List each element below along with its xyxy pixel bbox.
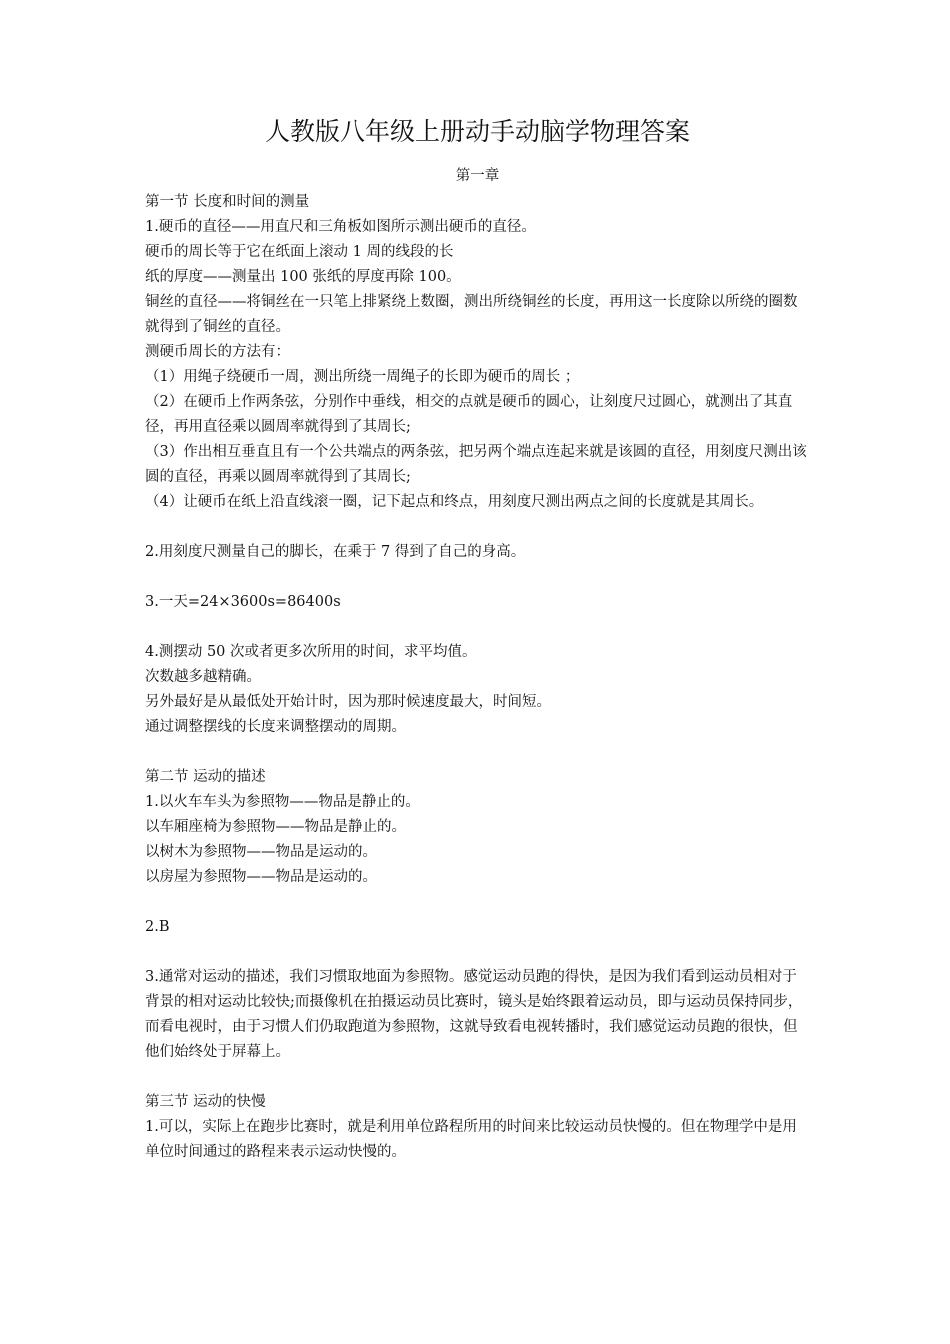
- document-body: [145, 190, 810, 1165]
- paragraph-gap: [145, 1065, 810, 1090]
- text-line: 以树木为参照物——物品是运动的。: [145, 844, 377, 860]
- text-line: 1.可以，实际上在跑步比赛时，就是利用单位路程所用的时间来比较运动员快慢的。但在物理学中是用单位时间通过的路程来表示运动快慢的。: [145, 1119, 797, 1160]
- text-line: （4）让硬币在纸上沿直线滚一圈，记下起点和终点，用刻度尺测出两点之间的长度就是其周长。: [145, 494, 764, 510]
- text-line: 2.B: [145, 919, 170, 935]
- paragraph-gap: [145, 740, 810, 765]
- paragraph-gap: [145, 515, 810, 540]
- text-line: 3.一天=24×3600s=86400s: [145, 594, 341, 610]
- text-block: [145, 590, 810, 615]
- text-block: [145, 965, 810, 1065]
- text-line: 以房屋为参照物——物品是运动的。: [145, 869, 377, 885]
- text-line: 1.以火车车头为参照物——物品是静止的。: [145, 794, 420, 810]
- text-block: [145, 540, 810, 565]
- text-line: 通过调整摆线的长度来调整摆动的周期。: [145, 719, 406, 735]
- text-line: 另外最好是从最低处开始计时，因为那时候速度最大，时间短。: [145, 694, 551, 710]
- paragraph-gap: [145, 615, 810, 640]
- text-line: （1）用绳子绕硬币一周，测出所绕一周绳子的长即为硬币的周长 ；: [145, 369, 580, 385]
- text-block: [145, 190, 810, 515]
- text-line: 第二节 运动的描述: [145, 769, 266, 785]
- text-block: [145, 1090, 810, 1165]
- text-block: [145, 640, 810, 740]
- text-line: 1.硬币的直径——用直尺和三角板如图所示测出硬币的直径。: [145, 219, 536, 235]
- text-line: 第一节 长度和时间的测量: [145, 194, 310, 210]
- text-block: [145, 765, 810, 890]
- text-line: 测硬币周长的方法有：: [145, 344, 290, 360]
- text-line: 次数越多越精确。: [145, 669, 261, 685]
- text-line: 4.测摆动 50 次或者更多次所用的时间，求平均值。: [145, 644, 477, 660]
- text-line: 2.用刻度尺测量自己的脚长，在乘于 7 得到了自己的身高。: [145, 544, 526, 560]
- text-line: 铜丝的直径——将铜丝在一只笔上排紧绕上数圈，测出所绕铜丝的长度，再用这一长度除以所绕的圈数就得到了铜丝的直径。: [145, 294, 798, 335]
- text-line: 3.通常对运动的描述，我们习惯取地面为参照物。感觉运动员跑的得快，是因为我们看到运动员相对于背景的相对运动比较快;而摄像机在拍摄运动员比赛时，镜头是始终跟着运动员，即与运动员保持同步，而看电视时，由于习惯人们仍取跑道为参照物，这就导致看电视转播时，我们感觉运动员跑的很快，但他们始终处于屏幕上。: [145, 969, 803, 1060]
- document-title: 人教版八年级上册动手动脑学物理答案: [264, 117, 690, 146]
- paragraph-gap: [145, 940, 810, 965]
- document-page: [145, 112, 810, 1165]
- chapter-heading: 第一章: [455, 168, 500, 184]
- paragraph-gap: [145, 565, 810, 590]
- text-line: （3）作出相互垂直且有一个公共端点的两条弦，把另两个端点连起来就是该圆的直径，用刻度尺测出该圆的直径，再乘以圆周率就得到了其周长;: [145, 444, 807, 485]
- text-line: （2）在硬币上作两条弦，分别作中垂线，相交的点就是硬币的圆心，让刻度尺过圆心，就测出了其直径，再用直径乘以圆周率就得到了其周长;: [145, 394, 793, 435]
- text-block: [145, 915, 810, 940]
- paragraph-gap: [145, 890, 810, 915]
- text-line: 硬币的周长等于它在纸面上滚动 1 周的线段的长: [145, 244, 454, 260]
- text-line: 以车厢座椅为参照物——物品是静止的。: [145, 819, 406, 835]
- text-line: 纸的厚度——测量出 100 张纸的厚度再除 100。: [145, 269, 461, 285]
- text-line: 第三节 运动的快慢: [145, 1094, 266, 1110]
